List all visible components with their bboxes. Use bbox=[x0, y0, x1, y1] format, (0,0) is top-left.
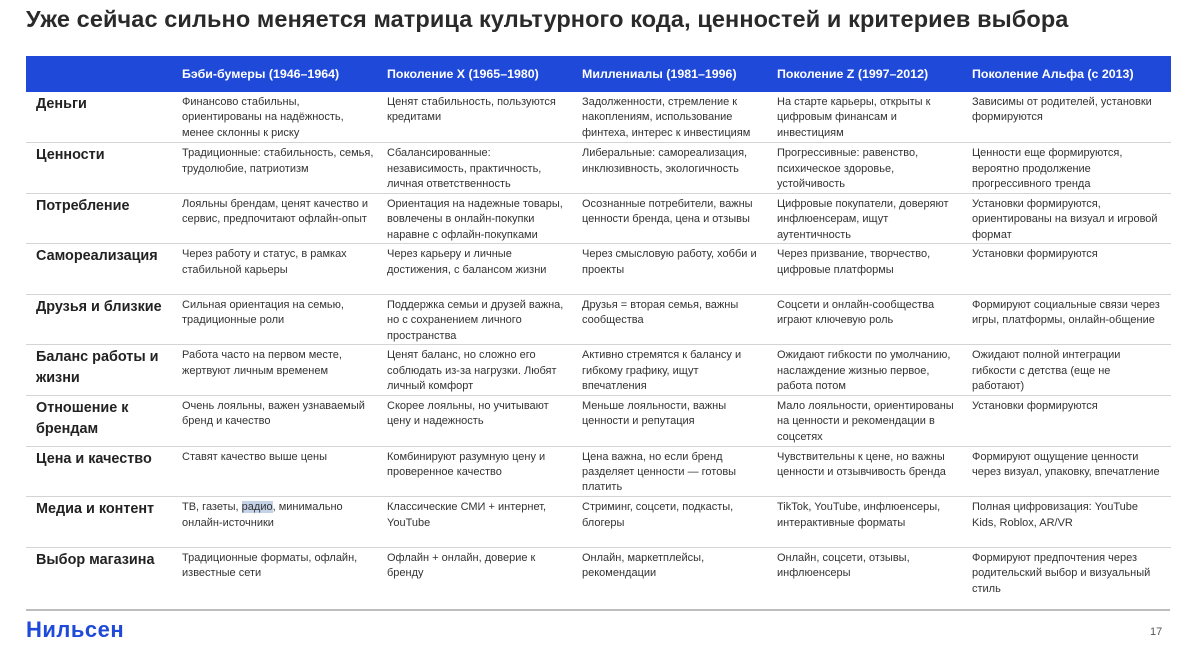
table-cell: Прогрессивные: равенство, психическое здоровье, устойчивость bbox=[771, 143, 966, 194]
table-row bbox=[26, 396, 1171, 447]
header-gen-x: Поколение X (1965–1980) bbox=[381, 56, 576, 92]
header-gen-alpha: Поколение Альфа (с 2013) bbox=[966, 56, 1171, 92]
cell-text-part: , минимально онлайн-источники bbox=[182, 501, 343, 529]
header-millennials: Миллениалы (1981–1996) bbox=[576, 56, 771, 92]
table-cell: Установки формируются bbox=[966, 244, 1171, 295]
table-cell: Работа часто на первом месте, жертвуют личным временем bbox=[176, 345, 381, 396]
table-cell: Классические СМИ + интернет, YouTube bbox=[381, 497, 576, 548]
table-row bbox=[26, 193, 1171, 244]
table-cell: Мало лояльности, ориентированы на ценности и рекомендации в соцсетях bbox=[771, 396, 966, 447]
page-title: Уже сейчас сильно меняется матрица культурного кода, ценностей и критериев выбора bbox=[26, 6, 1069, 32]
table-cell: Поддержка семьи и друзей важна, но с сохранением личного пространства bbox=[381, 294, 576, 345]
table-cell: Цена важна, но если бренд разделяет ценности — готовы платить bbox=[576, 446, 771, 497]
header-boomers: Бэби-бумеры (1946–1964) bbox=[176, 56, 381, 92]
brand-logo: Нильсен bbox=[26, 617, 125, 642]
row-label: Баланс работы и жизни bbox=[26, 345, 176, 396]
table-cell: Друзья = вторая семья, важны сообщества bbox=[576, 294, 771, 345]
row-label: Выбор магазина bbox=[36, 551, 155, 568]
table-header-row bbox=[26, 56, 1171, 92]
table-cell: Цифровые покупатели, доверяют инфлюенсерам, ищут аутентичность bbox=[771, 193, 966, 244]
table-cell: На старте карьеры, открыты к цифровым финансам и инвестициям bbox=[771, 92, 966, 143]
row-label: Цена и качество bbox=[26, 446, 176, 497]
table-cell: Ценят баланс, но сложно его соблюдать из-за нагрузки. Любят личный комфорт bbox=[381, 345, 576, 396]
table-cell: Активно стремятся к балансу и гибкому графику, ищут впечатления bbox=[576, 345, 771, 396]
table-cell: Формируют ощущение ценности через визуал, упаковку, впечатление bbox=[966, 446, 1171, 497]
table-cell: Сильная ориентация на семью, традиционные роли bbox=[176, 294, 381, 345]
table-row bbox=[26, 294, 1171, 345]
table-cell: TikTok, YouTube, инфлюенсеры, интерактивные форматы bbox=[771, 497, 966, 548]
row-label: Отношение к брендам bbox=[26, 396, 176, 447]
generation-matrix-table bbox=[26, 56, 1171, 598]
table-cell: Через работу и статус, в рамках стабильной карьеры bbox=[176, 244, 381, 295]
table-row bbox=[26, 345, 1171, 396]
table-cell: Лояльны брендам, ценят качество и сервис, предпочитают офлайн-опыт bbox=[176, 193, 381, 244]
row-label: Ценности bbox=[26, 143, 176, 194]
table-cell: Установки формируются bbox=[966, 396, 1171, 447]
table-cell: Соцсети и онлайн-сообщества играют ключевую роль bbox=[771, 294, 966, 345]
row-label: Деньги bbox=[26, 92, 176, 143]
table-cell: Полная цифровизация: YouTube Kids, Roblox, AR/VR bbox=[966, 497, 1171, 548]
table-cell: Ориентация на надежные товары, вовлечены в онлайн-покупки наравне с офлайн-покупками bbox=[381, 193, 576, 244]
table-cell: Онлайн, соцсети, отзывы, инфлюенсеры bbox=[777, 551, 910, 580]
table-cell: Либеральные: самореализация, инклюзивность, экологичность bbox=[576, 143, 771, 194]
table-cell: Ожидают полной интеграции гибкости с детства (еще не работают) bbox=[966, 345, 1171, 396]
table-row bbox=[26, 244, 1171, 295]
table-cell: Традиционные: стабильность, семья, трудолюбие, патриотизм bbox=[176, 143, 381, 194]
row-label: Медиа и контент bbox=[26, 497, 176, 548]
cell-text-part: ТВ, газеты, bbox=[182, 501, 242, 514]
table-cell-media-boomers bbox=[176, 497, 381, 548]
table-row bbox=[26, 143, 1171, 194]
table-cell: Формируют социальные связи через игры, платформы, онлайн-общение bbox=[966, 294, 1171, 345]
table-row bbox=[26, 446, 1171, 497]
table-cell: Установки формируются, ориентированы на визуал и игровой формат bbox=[966, 193, 1171, 244]
table-cell: Меньше лояльности, важны ценности и репутация bbox=[576, 396, 771, 447]
table-row bbox=[26, 497, 1171, 548]
table-cell: Через призвание, творчество, цифровые платформы bbox=[771, 244, 966, 295]
table-cell: Ценят стабильность, пользуются кредитами bbox=[381, 92, 576, 143]
footer-divider bbox=[26, 609, 1170, 611]
selected-text-highlight[interactable]: радио bbox=[241, 501, 273, 514]
table-cell: Офлайн + онлайн, доверие к бренду bbox=[387, 551, 536, 580]
table-row bbox=[26, 92, 1171, 143]
table-cell: Стриминг, соцсети, подкасты, блогеры bbox=[576, 497, 771, 548]
table-cell: Ценности еще формируются, вероятно продолжение прогрессивного тренда bbox=[966, 143, 1171, 194]
table-cell: Онлайн, маркетплейсы, рекомендации bbox=[582, 551, 705, 580]
page-number: 17 bbox=[1150, 626, 1163, 638]
row-label: Самореализация bbox=[26, 244, 176, 295]
row-label: Друзья и близкие bbox=[26, 294, 176, 345]
table-cell: Ожидают гибкости по умолчанию, наслаждение жизнью первое, работа потом bbox=[771, 345, 966, 396]
table-cell: Финансово стабильны, ориентированы на надёжность, менее склонны к риску bbox=[176, 92, 381, 143]
table-cell: Через карьеру и личные достижения, с балансом жизни bbox=[381, 244, 576, 295]
table-cell: Традиционные форматы, офлайн, известные сети bbox=[182, 551, 358, 580]
header-gen-z: Поколение Z (1997–2012) bbox=[771, 56, 966, 92]
table-cell: Через смысловую работу, хобби и проекты bbox=[576, 244, 771, 295]
table-cell: Чувствительны к цене, но важны ценности и отзывчивость бренда bbox=[771, 446, 966, 497]
table-cell: Зависимы от родителей, установки формируются bbox=[966, 92, 1171, 143]
header-corner bbox=[26, 56, 176, 92]
table-cell: Формируют предпочтения через родительский выбор и визуальный стиль bbox=[972, 551, 1151, 595]
row-label: Потребление bbox=[26, 193, 176, 244]
table-cell: Задолженности, стремление к накоплениям, использование финтеха, интерес к инвестициям bbox=[576, 92, 771, 143]
table-cell: Ставят качество выше цены bbox=[176, 446, 381, 497]
table-cell: Скорее лояльны, но учитывают цену и надежность bbox=[381, 396, 576, 447]
table-row bbox=[26, 547, 1171, 598]
table-cell: Сбалансированные: независимость, практичность, личная ответственность bbox=[381, 143, 576, 194]
table-cell: Комбинируют разумную цену и проверенное качество bbox=[381, 446, 576, 497]
table-cell: Осознанные потребители, важны ценности бренда, цена и отзывы bbox=[576, 193, 771, 244]
table-cell: Очень лояльны, важен узнаваемый бренд и качество bbox=[176, 396, 381, 447]
